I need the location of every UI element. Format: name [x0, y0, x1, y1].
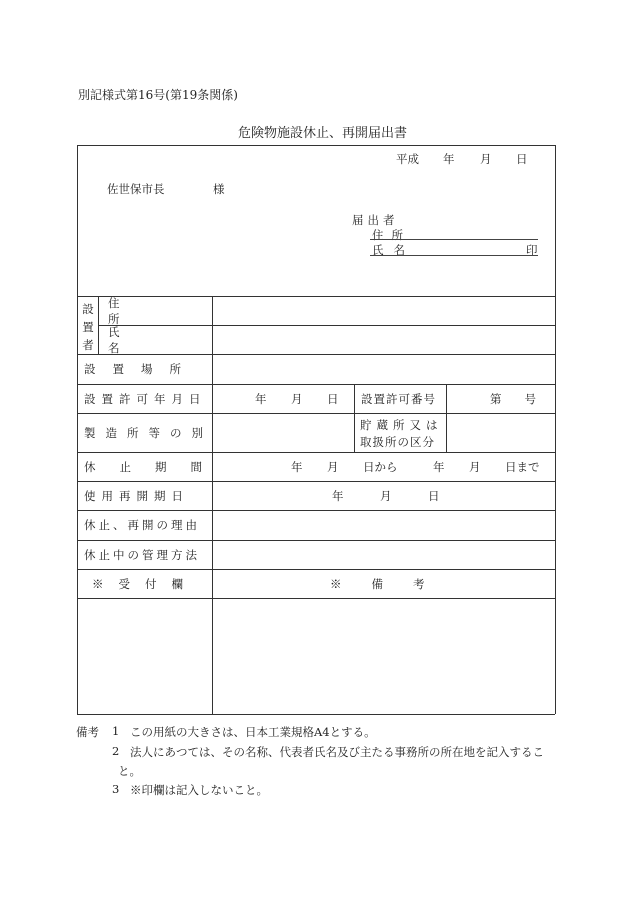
note-1-text: この用紙の大きさは、日本工業規格A4とする。	[130, 725, 376, 739]
date-era: 平成	[396, 152, 419, 166]
location-input[interactable]	[213, 355, 554, 383]
remarks-area	[213, 599, 554, 713]
location-label: 設置場所	[84, 362, 198, 376]
suspension-end-year: 年	[433, 459, 445, 474]
storage-type-line2: 取扱所の区分	[360, 435, 435, 449]
remarks-label: ※備考	[330, 576, 455, 591]
applicant-address-label: 住所	[372, 228, 411, 242]
note-2-number: 2	[112, 744, 120, 758]
resume-day: 日	[428, 488, 440, 503]
note-1-number: 1	[112, 724, 120, 738]
suspension-start-day: 日から	[363, 459, 398, 474]
permit-number-value: 第 号	[490, 391, 536, 406]
installer-label: 設置者	[82, 302, 94, 352]
installer-name-text: 氏名	[108, 324, 194, 355]
management-input[interactable]	[213, 541, 554, 568]
suspension-end-day: 日まで	[505, 459, 540, 474]
note-2-text: 法人にあつては、その名称、代表者氏名及び主たる事務所の所在地を記入するこ	[130, 745, 544, 759]
permit-year: 年	[255, 391, 267, 406]
applicant-name-label: 氏名	[372, 243, 415, 257]
reception-label: ※受付欄	[92, 576, 198, 591]
resume-date-label: 使用再開期日	[84, 488, 189, 503]
suspension-start-year: 年	[291, 459, 303, 474]
permit-month: 月	[291, 391, 303, 406]
management-label: 休止中の管理方法	[84, 547, 200, 562]
applicant-label: 届出者	[352, 213, 399, 227]
facility-type-label: 製造所等の別	[84, 425, 213, 440]
permit-number-label: 設置許可番号	[361, 391, 436, 406]
suspension-start-month: 月	[327, 459, 339, 474]
note-2-continued: と。	[118, 764, 141, 778]
permit-date-label: 設置許可年月日	[84, 391, 207, 406]
reception-area	[78, 599, 211, 713]
form-title: 危険物施設休止、再開届出書	[238, 126, 408, 141]
installer-name-input[interactable]	[213, 326, 554, 353]
seal-mark: 印	[526, 243, 538, 257]
facility-type-input[interactable]	[213, 414, 353, 451]
installer-address-text: 住所	[108, 295, 194, 326]
permit-day: 日	[327, 391, 339, 406]
honorific: 様	[213, 182, 225, 196]
installer-address-label	[108, 296, 206, 325]
date-day: 日	[516, 152, 528, 166]
suspension-end-month: 月	[469, 459, 481, 474]
reason-label: 休止、再開の理由	[84, 518, 200, 532]
addressee: 佐世保市長	[107, 182, 165, 196]
reason-input[interactable]	[213, 511, 554, 539]
notes-heading: 備考	[76, 725, 99, 739]
form-number: 別記様式第16号(第19条関係)	[78, 88, 238, 102]
installer-address-input[interactable]	[213, 297, 554, 324]
storage-type-line1: 貯蔵所又は	[360, 418, 443, 432]
resume-month: 月	[380, 488, 392, 503]
storage-type-input[interactable]	[447, 414, 554, 451]
note-3-number: 3	[112, 782, 120, 796]
date-month: 月	[480, 152, 492, 166]
date-year: 年	[443, 152, 455, 166]
installer-name-label	[108, 325, 206, 354]
note-3-text: ※印欄は記入しないこと。	[130, 783, 268, 797]
suspension-period-label: 休止期間	[84, 459, 226, 474]
resume-year: 年	[332, 488, 344, 503]
